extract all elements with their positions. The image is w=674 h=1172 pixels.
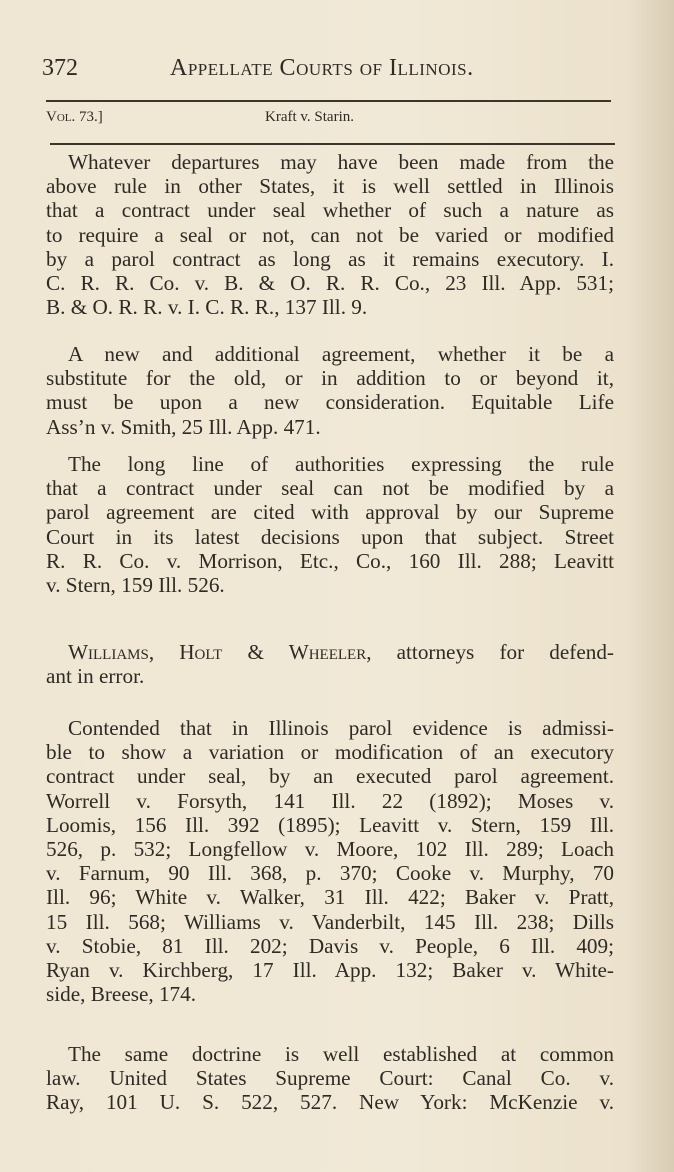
text-line: substitute for the old, or in addition to or beyond it, [46,366,614,391]
text-line: ble to show a variation or modification of an executory [46,740,614,765]
text-line: to require a seal or not, can not be varied or modified [46,222,614,247]
paragraph-long-line-of-authorities [46,452,614,597]
text-line: by a parol contract as long as it remains executory. I. [46,246,614,271]
text-line: Ray, 101 U. S. 522, 527. New York: McKenzie v. [46,1090,614,1115]
text-line: that a contract under seal whether of such a nature as [46,198,614,223]
text-line: Ryan v. Kirchberg, 17 Ill. App. 132; Baker v. White- [46,958,614,983]
text-line: R. R. Co. v. Morrison, Etc., Co., 160 Ill. 288; Leavitt [46,548,614,573]
running-title: Appellate Courts of Illinois. [170,55,474,81]
text-line: ant in error. [46,664,145,689]
volume-label: Vol. 73.] [46,109,103,125]
text-line: B. & O. R. R. v. I. C. R. R., 137 Ill. 9. [46,295,368,320]
text-line: parol agreement are cited with approval by our Supreme [46,500,614,525]
case-name: Kraft v. Starin. [265,109,355,125]
text-line: A new and additional agreement, whether it be a [68,342,614,366]
text-line: The same doctrine is well established at common [68,1042,614,1066]
text-line: C. R. R. Co. v. B. & O. R. R. Co., 23 Ill. App. 531; [46,271,614,296]
text-line: Whatever departures may have been made from the [68,150,614,174]
text-line: must be upon a new consideration. Equitable Life [46,390,614,415]
page-number: 372 [42,55,78,81]
text-line: Ass’n v. Smith, 25 Ill. App. 471. [46,414,321,439]
text-line: side, Breese, 174. [46,982,197,1007]
header-rule-bottom [50,143,615,145]
paragraph-new-consideration [46,342,614,439]
text-line: v. Stern, 159 Ill. 526. [46,573,225,598]
text-line: contract under seal, by an executed parol agreement. [46,764,614,789]
text-line: 15 Ill. 568; Williams v. Vanderbilt, 145 Ill. 238; Dills [46,909,614,934]
text-line: law. United States Supreme Court: Canal Co. v. [46,1066,614,1091]
paragraph-common-law [46,1042,614,1115]
text-line: Ill. 96; White v. Walker, 31 Ill. 422; Baker v. Pratt, [46,885,614,910]
text-line: Worrell v. Forsyth, 141 Ill. 22 (1892); Moses v. [46,788,614,813]
text-line: v. Farnum, 90 Ill. 368, p. 370; Cooke v. Murphy, 70 [46,861,614,886]
text-line: that a contract under seal can not be modified by a [46,476,614,501]
text-line: Loomis, 156 Ill. 392 (1895); Leavitt v. Stern, 159 Ill. [46,812,614,837]
attorney-role: attorneys for defend- [371,640,614,664]
text-line: v. Stobie, 81 Ill. 202; Davis v. People, 6 Ill. 409; [46,933,614,958]
paragraph-contract-under-seal [46,150,614,319]
text-line: 526, p. 532; Longfellow v. Moore, 102 Ill. 289; Loach [46,837,614,862]
text-line: Court in its latest decisions upon that subject. Street [46,524,614,549]
text-line: Contended that in Illinois parol evidence is admissi- [68,716,614,740]
header-rule-top [46,100,611,102]
running-head [42,55,602,87]
text-line [46,640,614,664]
paragraph-attorneys [46,640,614,688]
attorney-names: Williams, Holt & Wheeler, [68,640,372,664]
text-line: above rule in other States, it is well settled in Illinois [46,174,614,199]
paragraph-contended [46,716,614,1006]
text-line: The long line of authorities expressing the rule [68,452,614,476]
